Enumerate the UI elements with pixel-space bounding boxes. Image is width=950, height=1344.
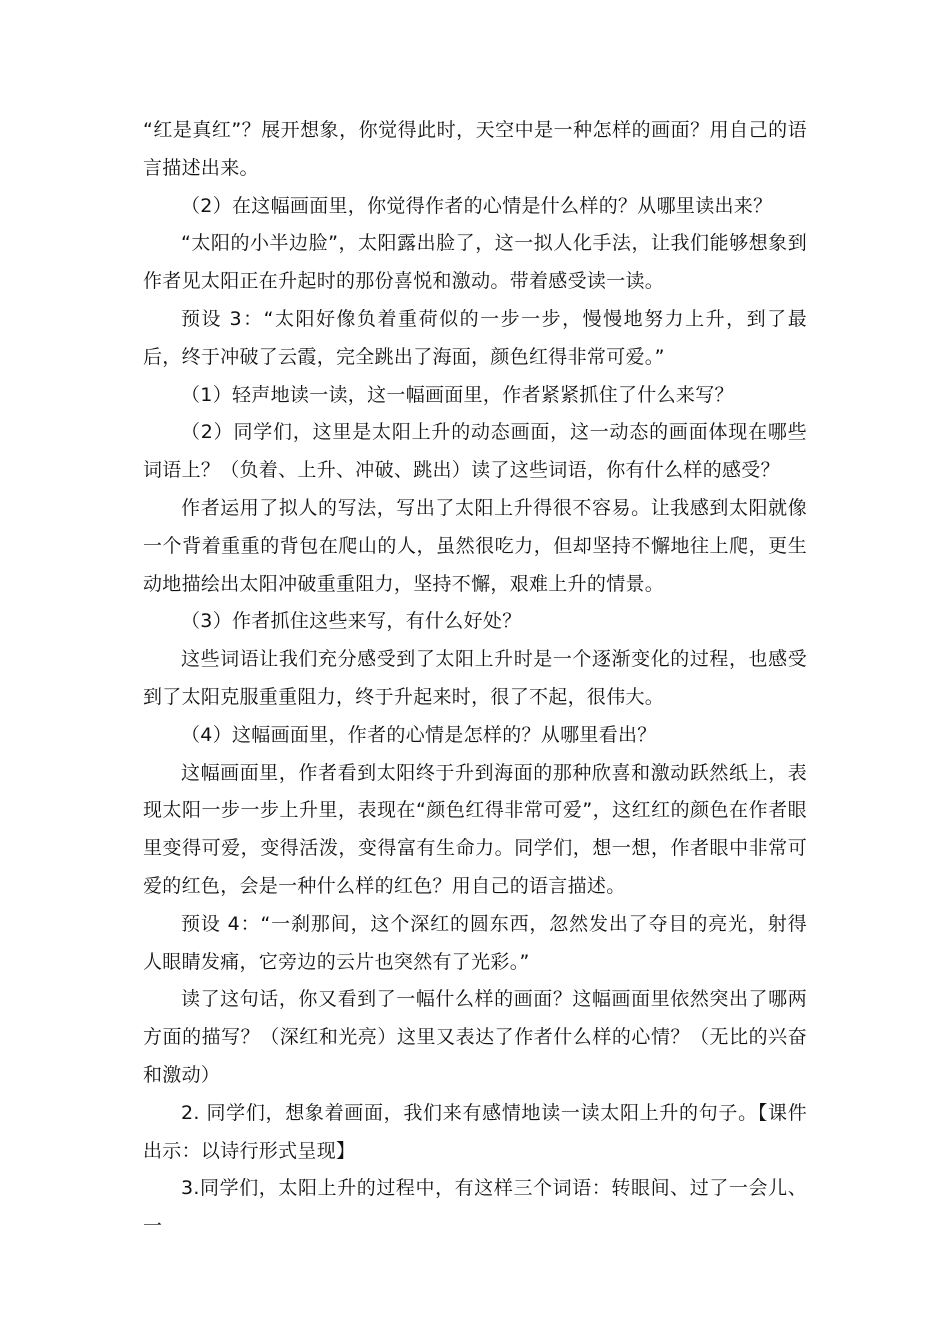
paragraph: （2）同学们，这里是太阳上升的动态画面，这一动态的画面体现在哪些词语上？（负着、上升、冲破、跳出）读了这些词语，你有什么样的感受？ [143, 421, 807, 482]
paragraph: （1）轻声地读一读，这一幅画面里，作者紧紧抓住了什么来写？ [181, 383, 734, 406]
paragraph: “太阳的小半边脸”，太阳露出脸了，这一拟人化手法，让我们能够想象到作者见太阳正在升起时的那份喜悦和激动。带着感受读一读。 [143, 232, 807, 293]
paragraph: 3.同学们，太阳上升的过程中，有这样三个词语：转眼间、过了一会儿、一 [143, 1177, 807, 1238]
paragraph: （3）作者抓住这些来写，有什么好处？ [181, 610, 522, 633]
paragraph: 预设 4：“一刹那间，这个深红的圆东西，忽然发出了夺目的亮光，射得人眼睛发痛，它旁边的云片也突然有了光彩。” [143, 912, 807, 973]
document-page [143, 112, 807, 1246]
paragraph: （2）在这幅画面里，你觉得作者的心情是什么样的？从哪里读出来？ [181, 194, 773, 217]
paragraph: 2. 同学们，想象着画面，我们来有感情地读一读太阳上升的句子。【课件出示：以诗行形式呈现】 [143, 1101, 807, 1162]
paragraph: （4）这幅画面里，作者的心情是怎样的？从哪里看出？ [181, 723, 657, 746]
paragraph: 预设 3：“太阳好像负着重荷似的一步一步，慢慢地努力上升，到了最后，终于冲破了云霞，完全跳出了海面，颜色红得非常可爱。” [143, 307, 807, 368]
paragraph: “红是真红”？展开想象，你觉得此时，天空中是一种怎样的画面？用自己的语言描述出来。 [143, 119, 807, 179]
paragraph: 这幅画面里，作者看到太阳终于升到海面的那种欣喜和激动跃然纸上，表现太阳一步一步上升里，表现在“颜色红得非常可爱”，这红红的颜色在作者眼里变得可爱，变得活泼，变得富有生命力。同学们，想一想，作者眼中非常可爱的红色，会是一种什么样的红色？用自己的语言描述。 [143, 761, 807, 897]
paragraph: 这些词语让我们充分感受到了太阳上升时是一个逐渐变化的过程，也感受到了太阳克服重重阻力，终于升起来时，很了不起，很伟大。 [143, 648, 807, 708]
paragraph: 读了这句话，你又看到了一幅什么样的画面？这幅画面里依然突出了哪两方面的描写？（深红和光亮）这里又表达了作者什么样的心情？（无比的兴奋和激动） [143, 988, 807, 1086]
paragraph: 作者运用了拟人的写法，写出了太阳上升得很不容易。让我感到太阳就像一个背着重重的背包在爬山的人，虽然很吃力，但却坚持不懈地往上爬，更生动地描绘出太阳冲破重重阻力，坚持不懈，艰难上升的情景。 [143, 496, 807, 595]
